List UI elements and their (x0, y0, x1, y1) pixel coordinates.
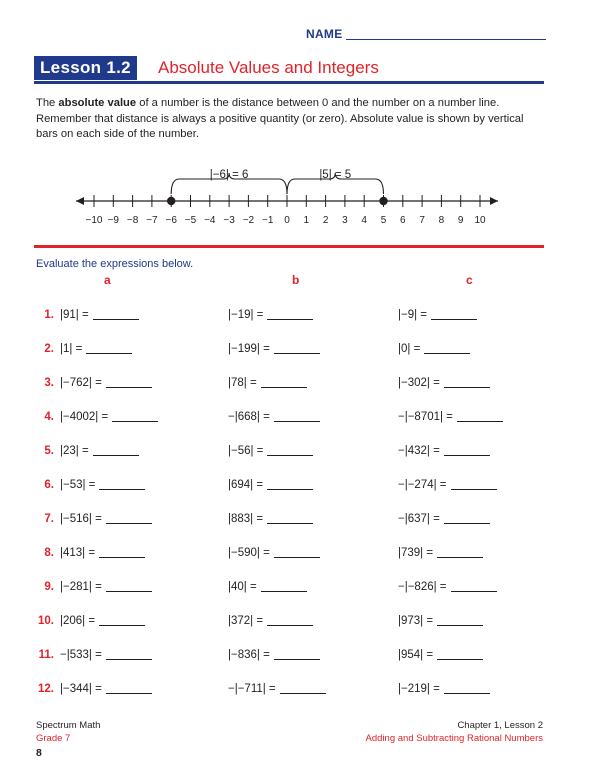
footer-topic: Adding and Subtracting Rational Numbers (365, 733, 543, 744)
answer-blank[interactable] (267, 625, 313, 626)
brace-label-left: |−6| = 6 (209, 169, 249, 181)
answer-blank[interactable] (444, 455, 490, 456)
expression-a (60, 343, 132, 355)
expression-text: |−302| = (398, 377, 440, 389)
problem-number: 12. (38, 683, 54, 695)
answer-blank[interactable] (106, 693, 152, 694)
tick-label: −6 (165, 215, 177, 226)
column-head-b: b (292, 273, 300, 287)
tick-label: −9 (107, 215, 120, 226)
expression-a (60, 649, 152, 661)
expression-text: |413| = (60, 547, 96, 559)
expression-c (398, 479, 497, 491)
problem-number: 3. (44, 377, 54, 389)
tick-label: 6 (400, 215, 406, 226)
expression-a (60, 479, 145, 491)
expression-b (228, 309, 313, 321)
expression-text: |206| = (60, 615, 96, 627)
problem-row (0, 377, 603, 397)
column-head-a: a (104, 273, 111, 287)
expression-text: −|−8701| = (398, 411, 453, 423)
answer-blank[interactable] (431, 319, 477, 320)
lesson-header (34, 56, 544, 84)
marked-point (167, 197, 175, 205)
expression-c (398, 547, 483, 559)
answer-blank[interactable] (444, 693, 490, 694)
intro-paragraph (36, 96, 546, 143)
answer-blank[interactable] (106, 523, 152, 524)
tick-label: −1 (261, 215, 274, 226)
expression-text: |−762| = (60, 377, 102, 389)
expression-text: −|432| = (398, 445, 440, 457)
answer-blank[interactable] (106, 591, 152, 592)
expression-text: |−4002| = (60, 411, 109, 423)
expression-text: |−590| = (228, 547, 270, 559)
answer-blank[interactable] (93, 455, 139, 456)
number-line (72, 158, 502, 230)
expression-text: |−9| = (398, 309, 427, 321)
expression-c (398, 411, 503, 423)
expression-text: |694| = (228, 479, 264, 491)
answer-blank[interactable] (424, 353, 470, 354)
problem-number: 10. (38, 615, 54, 627)
expression-text: |−516| = (60, 513, 102, 525)
expression-c (398, 377, 490, 389)
tick-label: 7 (419, 215, 425, 226)
expression-b (228, 615, 313, 627)
expression-text: |23| = (60, 445, 89, 457)
expression-text: |−19| = (228, 309, 264, 321)
answer-blank[interactable] (457, 421, 503, 422)
footer-chapter: Chapter 1, Lesson 2 (457, 720, 543, 731)
expression-a (60, 411, 158, 423)
expression-text: |883| = (228, 513, 264, 525)
tick-label: 1 (303, 215, 310, 226)
answer-blank[interactable] (261, 591, 307, 592)
tick-label: 9 (457, 215, 464, 226)
expression-text: |−836| = (228, 649, 270, 661)
expression-text: |372| = (228, 615, 264, 627)
answer-blank[interactable] (99, 625, 145, 626)
expression-b (228, 513, 313, 525)
expression-a (60, 309, 139, 321)
brace-label-right: |5| = 5 (319, 169, 352, 181)
problem-number: 7. (44, 513, 54, 525)
problem-row (0, 581, 603, 601)
problem-row (0, 649, 603, 669)
name-label: NAME (306, 27, 343, 41)
problem-number: 5. (44, 445, 54, 457)
expression-b (228, 547, 320, 559)
expression-a (60, 547, 145, 559)
column-head-c: c (466, 273, 473, 287)
expression-text: |40| = (228, 581, 257, 593)
problem-number: 4. (44, 411, 54, 423)
problem-row (0, 615, 603, 635)
answer-blank[interactable] (99, 557, 145, 558)
marked-point (379, 197, 387, 205)
expression-text: |739| = (398, 547, 434, 559)
expression-b (228, 343, 320, 355)
expression-text: |−56| = (228, 445, 264, 457)
footer-book: Spectrum Math (36, 720, 101, 731)
answer-blank[interactable] (274, 353, 320, 354)
expression-b (228, 649, 320, 661)
lesson-title: Absolute Values and Integers (158, 58, 379, 77)
expression-b (228, 683, 326, 695)
expression-c (398, 615, 483, 627)
tick-label: 10 (474, 215, 486, 226)
expression-a (60, 581, 152, 593)
answer-blank[interactable] (261, 387, 307, 388)
expression-c (398, 683, 490, 695)
expression-c (398, 649, 483, 661)
expression-text: −|668| = (228, 411, 270, 423)
expression-text: |−199| = (228, 343, 270, 355)
tick-label: 3 (342, 215, 348, 226)
footer-left (36, 719, 100, 745)
problem-number: 11. (38, 649, 54, 661)
right-arrow-icon (490, 197, 498, 205)
name-line[interactable] (346, 39, 546, 40)
answer-blank[interactable] (280, 693, 326, 694)
problem-number: 1. (44, 309, 54, 321)
instructions: Evaluate the expressions below. (36, 258, 194, 270)
name-field[interactable] (306, 26, 546, 42)
expression-a (60, 445, 139, 457)
expression-b (228, 411, 320, 423)
answer-blank[interactable] (267, 455, 313, 456)
problem-row (0, 309, 603, 329)
expression-text: −|637| = (398, 513, 440, 525)
expression-b (228, 377, 307, 389)
problem-row (0, 479, 603, 499)
expression-b (228, 479, 313, 491)
problem-row (0, 547, 603, 567)
problem-row (0, 445, 603, 465)
footer-right (366, 719, 543, 745)
section-divider (34, 245, 544, 248)
answer-blank[interactable] (112, 421, 158, 422)
footer-grade: Grade 7 (36, 733, 71, 744)
expression-c (398, 581, 497, 593)
tick-label: 4 (361, 215, 367, 226)
answer-blank[interactable] (274, 421, 320, 422)
expression-a (60, 683, 152, 695)
expression-a (60, 377, 152, 389)
tick-label: −8 (126, 215, 139, 226)
answer-blank[interactable] (274, 659, 320, 660)
expression-b (228, 445, 313, 457)
expression-text: −|−274| = (398, 479, 447, 491)
expression-text: |973| = (398, 615, 434, 627)
answer-blank[interactable] (106, 387, 152, 388)
expression-c (398, 343, 470, 355)
intro-after: of a number is the distance between 0 and the number on a number line. Remember that distance is always a positive quantity (or zero). Absolute value is shown by vertical bars on each side of the number. (36, 97, 524, 140)
answer-blank[interactable] (437, 659, 483, 660)
answer-blank[interactable] (451, 591, 497, 592)
problem-row (0, 343, 603, 363)
problem-number: 2. (44, 343, 54, 355)
answer-blank[interactable] (267, 319, 313, 320)
answer-blank[interactable] (437, 625, 483, 626)
tick-label: 0 (284, 215, 290, 226)
answer-blank[interactable] (86, 353, 132, 354)
expression-text: |954| = (398, 649, 434, 661)
intro-before: The (36, 97, 59, 109)
answer-blank[interactable] (106, 659, 152, 660)
expression-text: |−281| = (60, 581, 102, 593)
answer-blank[interactable] (93, 319, 139, 320)
lesson-badge: Lesson 1.2 (34, 56, 137, 80)
tick-label: −4 (204, 215, 216, 226)
expression-text: |0| = (398, 343, 421, 355)
expression-text: |1| = (60, 343, 83, 355)
tick-label: −2 (242, 215, 255, 226)
lesson-rule (34, 81, 544, 84)
page-number: 8 (36, 747, 42, 759)
answer-blank[interactable] (437, 557, 483, 558)
problem-number: 8. (44, 547, 54, 559)
problem-number: 9. (44, 581, 54, 593)
expression-text: |−219| = (398, 683, 440, 695)
tick-label: −10 (85, 215, 103, 226)
expression-text: |91| = (60, 309, 89, 321)
tick-label: 8 (438, 215, 445, 226)
expression-text: |−53| = (60, 479, 96, 491)
answer-blank[interactable] (267, 523, 313, 524)
expression-b (228, 581, 307, 593)
tick-label: −3 (223, 215, 235, 226)
expression-text: −|533| = (60, 649, 102, 661)
answer-blank[interactable] (444, 523, 490, 524)
tick-label: −5 (184, 215, 197, 226)
expression-text: −|−711| = (228, 683, 276, 695)
tick-label: 2 (322, 215, 329, 226)
problem-row (0, 513, 603, 533)
answer-blank[interactable] (444, 387, 490, 388)
left-arrow-icon (76, 197, 84, 205)
answer-blank[interactable] (99, 489, 145, 490)
expression-c (398, 513, 490, 525)
problem-row (0, 411, 603, 431)
tick-label: 5 (380, 215, 387, 226)
expression-text: −|−826| = (398, 581, 447, 593)
answer-blank[interactable] (267, 489, 313, 490)
answer-blank[interactable] (274, 557, 320, 558)
expression-c (398, 445, 490, 457)
expression-text: |−344| = (60, 683, 102, 695)
expression-text: |78| = (228, 377, 257, 389)
intro-term: absolute value (58, 97, 137, 109)
expression-a (60, 513, 152, 525)
tick-label: −7 (146, 215, 158, 226)
expression-a (60, 615, 145, 627)
answer-blank[interactable] (451, 489, 497, 490)
problem-row (0, 683, 603, 703)
problem-number: 6. (44, 479, 54, 491)
expression-c (398, 309, 477, 321)
